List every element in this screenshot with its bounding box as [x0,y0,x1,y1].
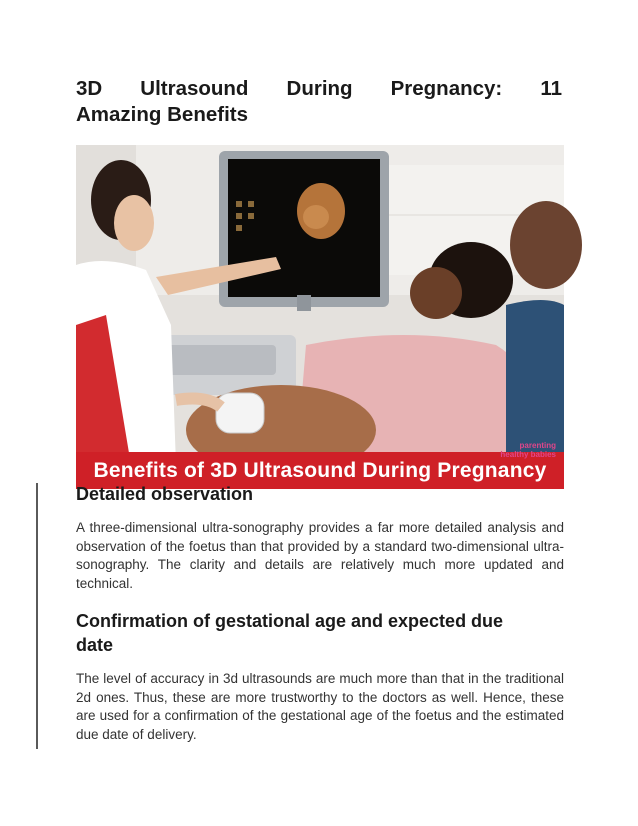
article-title-line-1: 3D Ultrasound During Pregnancy: 11 [76,77,562,100]
hero-banner: Benefits of 3D Ultrasound During Pregnancy [76,452,564,489]
ultrasound-scene-illustration [76,145,564,465]
section-heading-detailed-observation: Detailed observation [76,484,254,504]
section-body-detailed-observation: A three-dimensional ultra-sonography provides a far more detailed analysis and observation of the foetus than that provided by a standard two-dimensional ultra-sonography. The clarity and details are relatively much more updated and technical. [76,520,564,591]
brand-watermark-line-2: healthy babies [500,450,556,459]
margin-rule [36,483,38,749]
brand-watermark [476,441,556,459]
section-body-gestational-age: The level of accuracy in 3d ultrasounds are much more than that in the traditional 2d ones. Thus, these are more trustworthy to the doctors as well. Hence, these are used for a confirmation of the gestational age of the foetus and the estimated due date of delivery. [76,671,564,742]
section-heading-gestational-age-line-1: Confirmation of gestational age and expected due [76,611,504,631]
section-heading-gestational-age [76,609,564,657]
hero-image [76,145,564,482]
section-heading-gestational-age-line-2: date [76,635,114,655]
article-title-line-2: Amazing Benefits [76,103,248,126]
brand-watermark-line-1: parenting [519,441,556,450]
article-title [76,76,562,128]
